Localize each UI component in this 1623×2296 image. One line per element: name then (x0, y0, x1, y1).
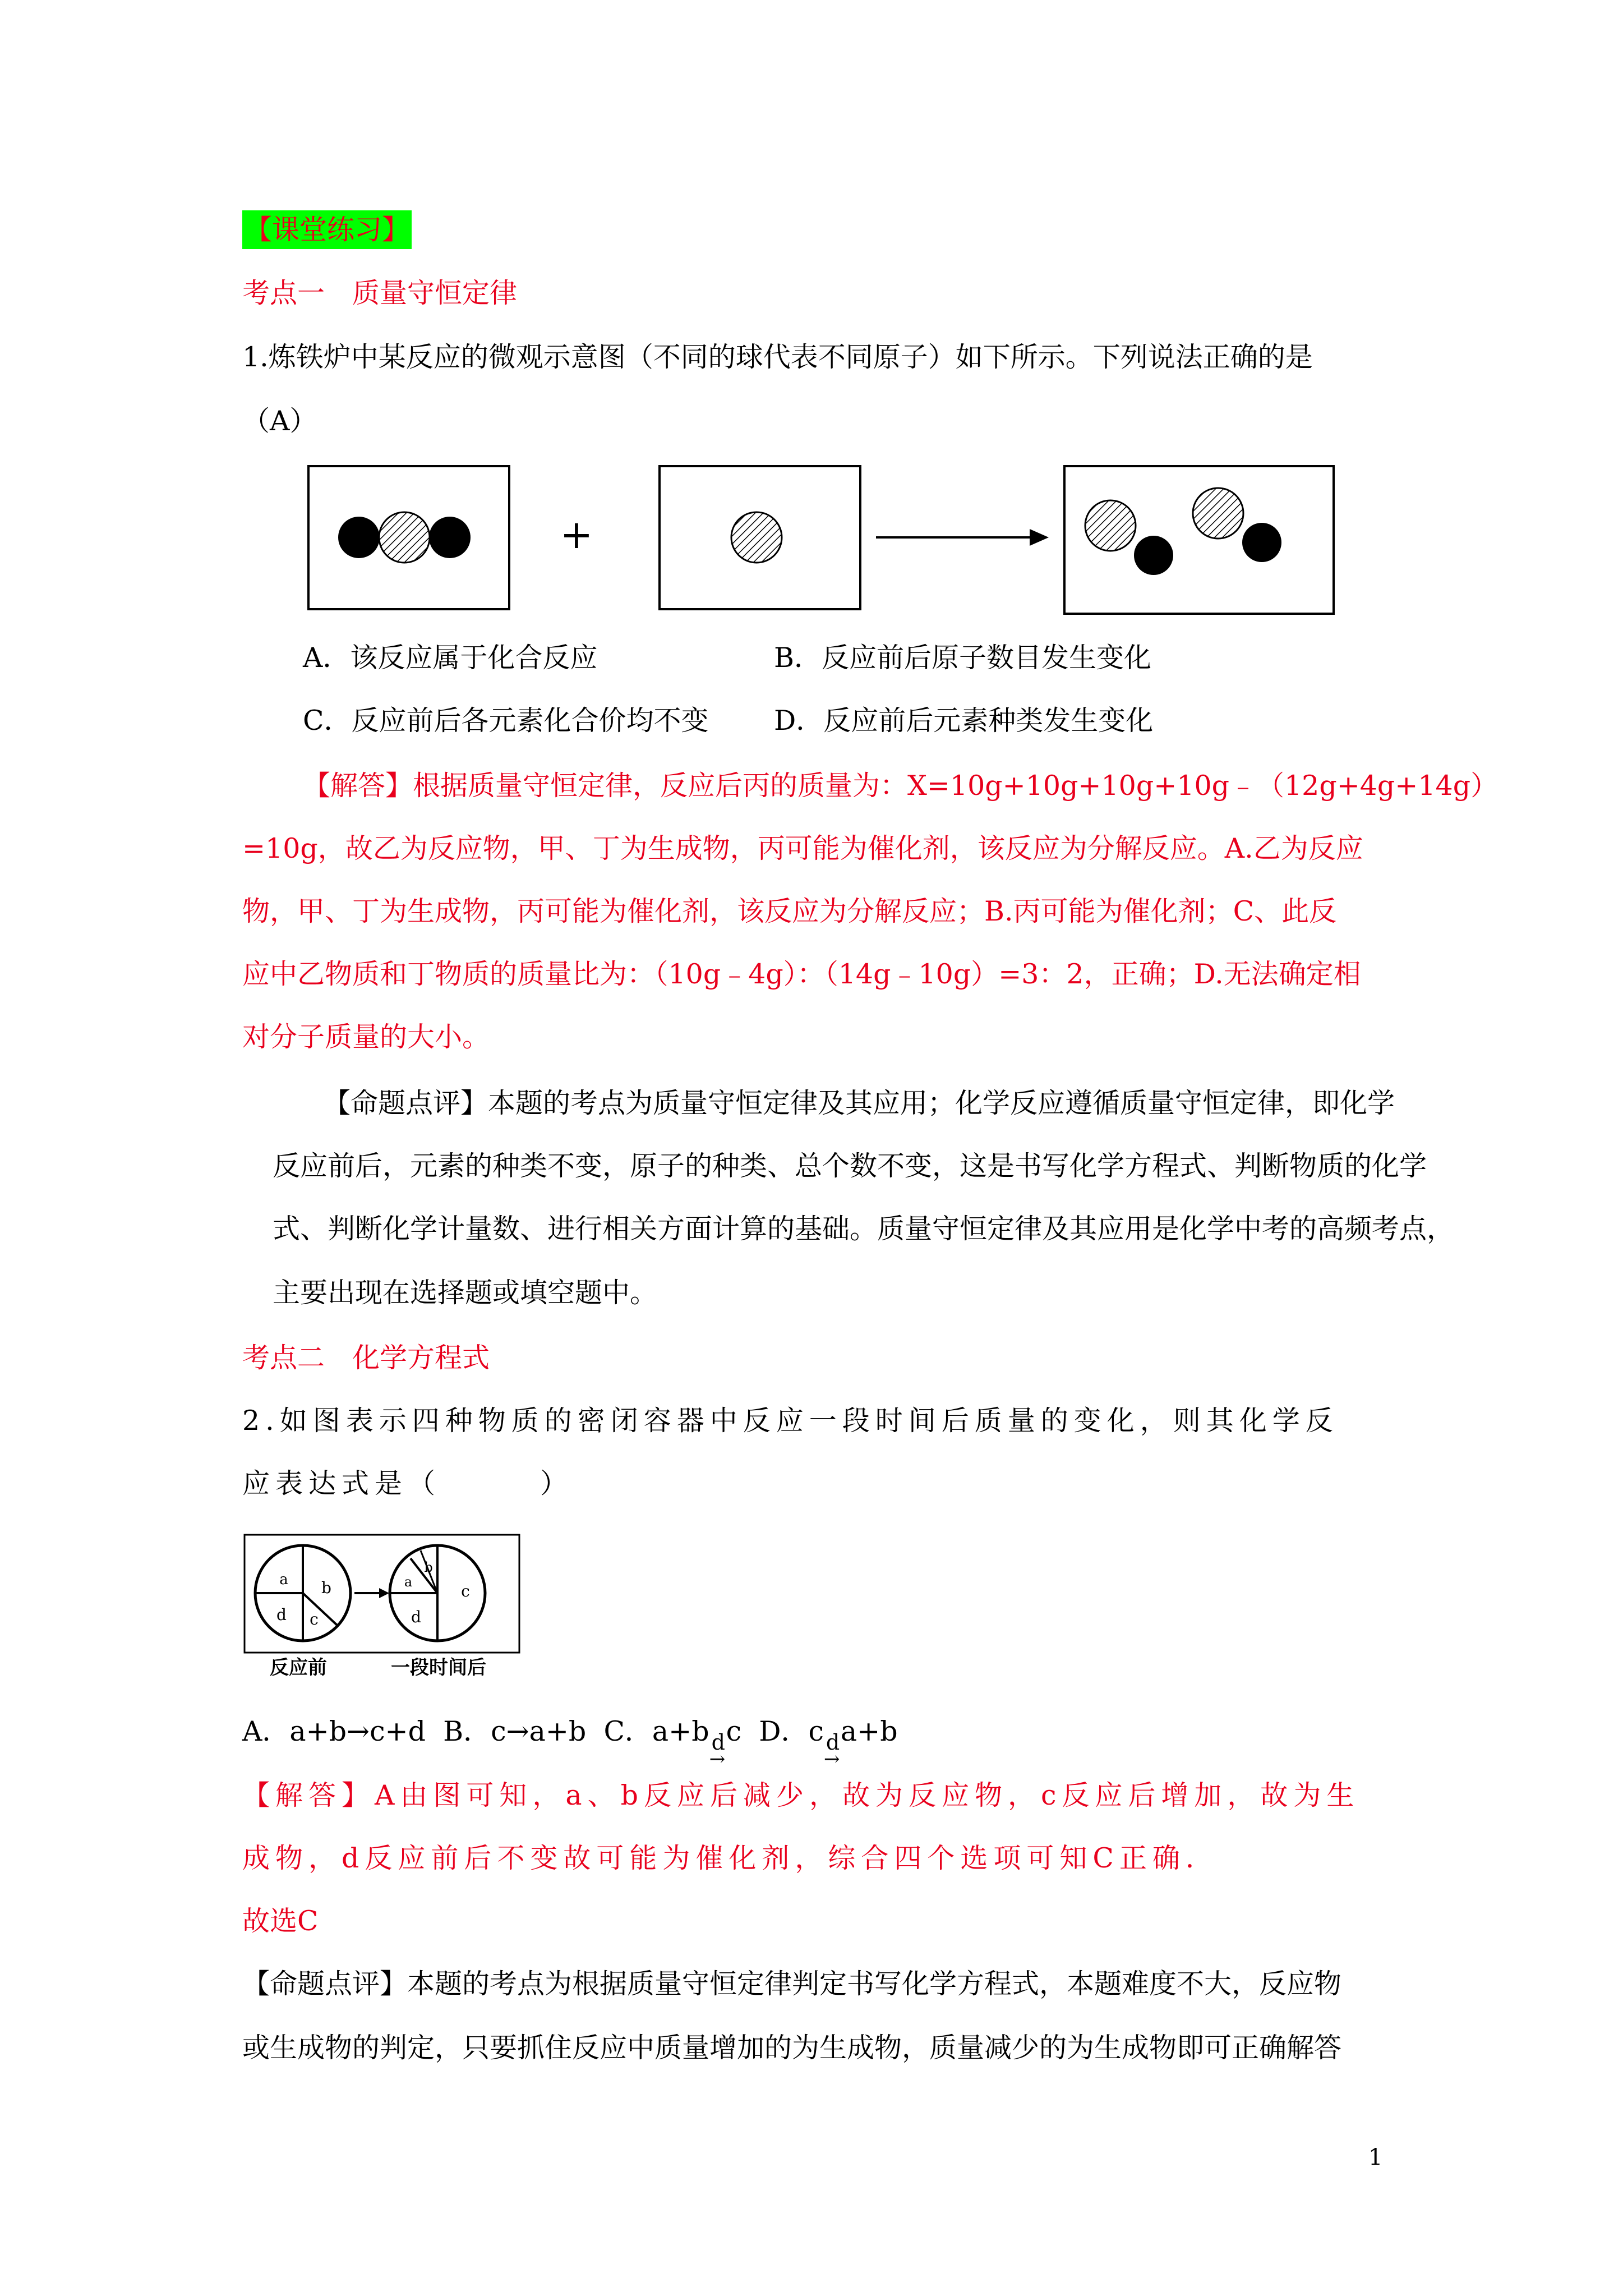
plus-sign: + (560, 512, 593, 558)
pie-before-label-b: b (321, 1579, 331, 1597)
pie-after-label-b: b (424, 1559, 433, 1575)
section-label: 【课堂练习】 (242, 216, 412, 243)
q1-comment-line-1: 【命题点评】本题的考点为质量守恒定律及其应用；化学反应遵循质量守恒定律，即化学 (323, 1087, 1395, 1119)
arrow-head (1030, 529, 1049, 546)
pie-after-label-a: a (404, 1574, 413, 1590)
hatched-atom (379, 512, 430, 563)
q2-stem-line-2: 应表达式是（ ） (242, 1467, 574, 1499)
q1-answer-line-3: 物，甲、丁为生成物，丙可能为催化剂，该反应为分解反应；B.丙可能为催化剂；C、此反 (242, 895, 1337, 927)
pie-before (255, 1545, 351, 1641)
black-atom (429, 517, 471, 558)
pie-before-label-d: d (276, 1605, 287, 1624)
q2-answer-line-3: 故选C (242, 1905, 319, 1937)
q1-answer-line-5: 对分子质量的大小。 (242, 1021, 490, 1053)
q1-stem-line-2: （A） (242, 405, 317, 437)
pie-after-label-d: d (411, 1608, 421, 1626)
pie-before-label-a: a (279, 1571, 288, 1588)
q2-option-d: D．c d → a+b (759, 1715, 898, 1770)
black-atom (1242, 523, 1281, 562)
q2-options-line (242, 1715, 898, 1770)
q2-option-a: A．a+b→c+d (242, 1715, 426, 1747)
q2-comment-line-1: 【命题点评】本题的考点为根据质量守恒定律判定书写化学方程式，本题难度不大，反应物 (242, 1968, 1342, 2000)
q1-comment-line-2: 反应前后，元素的种类不变，原子的种类、总个数不变，这是书写化学方程式、判断物质的化学 (273, 1150, 1427, 1182)
hatched-atom (1193, 488, 1243, 539)
hatched-atom (1085, 500, 1136, 551)
black-atom (1134, 536, 1173, 575)
q2-answer-line-2: 成物，d反应前后不变故可能为催化剂，综合四个选项可知C正确． (242, 1842, 1219, 1874)
pie-after-caption: 一段时间后 (391, 1657, 486, 1679)
q1-stem-line-1: 1.炼铁炉中某反应的微观示意图（不同的球代表不同原子）如下所示。下列说法正确的是 (242, 341, 1313, 373)
q2-answer-line-1: 【解答】A由图可知，a、b反应后减少，故为反应物，c反应后增加，故为生 (242, 1779, 1360, 1811)
q1-answer-line-2: =10g，故乙为反应物，甲、丁为生成物，丙可能为催化剂，该反应为分解反应。A.乙为反应 (242, 832, 1363, 864)
topic-1-heading: 考点一 质量守恒定律 (242, 277, 518, 309)
pie-before-caption: 反应前 (270, 1657, 327, 1679)
q1-option-b: B．反应前后原子数目发生变化 (774, 642, 1152, 674)
q1-option-d: D．反应前后元素种类发生变化 (774, 705, 1154, 737)
q2-option-b: B．c→a+b (443, 1715, 587, 1747)
q1-comment-line-3: 式、判断化学计量数、进行相关方面计算的基础。质量守恒定律及其应用是化学中考的高频考点， (273, 1213, 1455, 1245)
q1-option-a: A．该反应属于化合反应 (303, 642, 598, 674)
pie-after (390, 1545, 485, 1641)
q2-stem-line-1: 2.如图表示四种物质的密闭容器中反应一段时间后质量的变化，则其化学反 (242, 1405, 1339, 1437)
topic-2-heading: 考点二 化学方程式 (242, 1342, 490, 1374)
q1-answer-line-1: 【解答】根据质量守恒定律，反应后丙的质量为：X=10g+10g+10g+10g﹣（12g+4g+14g） (303, 770, 1498, 802)
page-number: 1 (1368, 2145, 1383, 2170)
pie-before-label-c: c (310, 1610, 319, 1628)
pie-after-label-c: c (461, 1582, 470, 1600)
q2-pie-diagram (242, 1530, 523, 1681)
q2-option-c: C．a+b d → c (603, 1715, 742, 1770)
hatched-atom (731, 512, 782, 563)
black-atom (338, 517, 380, 558)
q1-option-c: C．反应前后各元素化合价均不变 (303, 705, 709, 737)
q1-reaction-diagram (303, 457, 1346, 620)
q1-answer-line-4: 应中乙物质和丁物质的质量比为：（10g﹣4g）：（14g﹣10g）=3：2，正确；D.无法确定相 (242, 958, 1361, 990)
q2-comment-line-2: 或生成物的判定，只要抓住反应中质量增加的为生成物，质量减少的为生成物即可正确解答 (242, 2032, 1342, 2064)
q1-comment-line-4: 主要出现在选择题或填空题中。 (273, 1277, 658, 1309)
